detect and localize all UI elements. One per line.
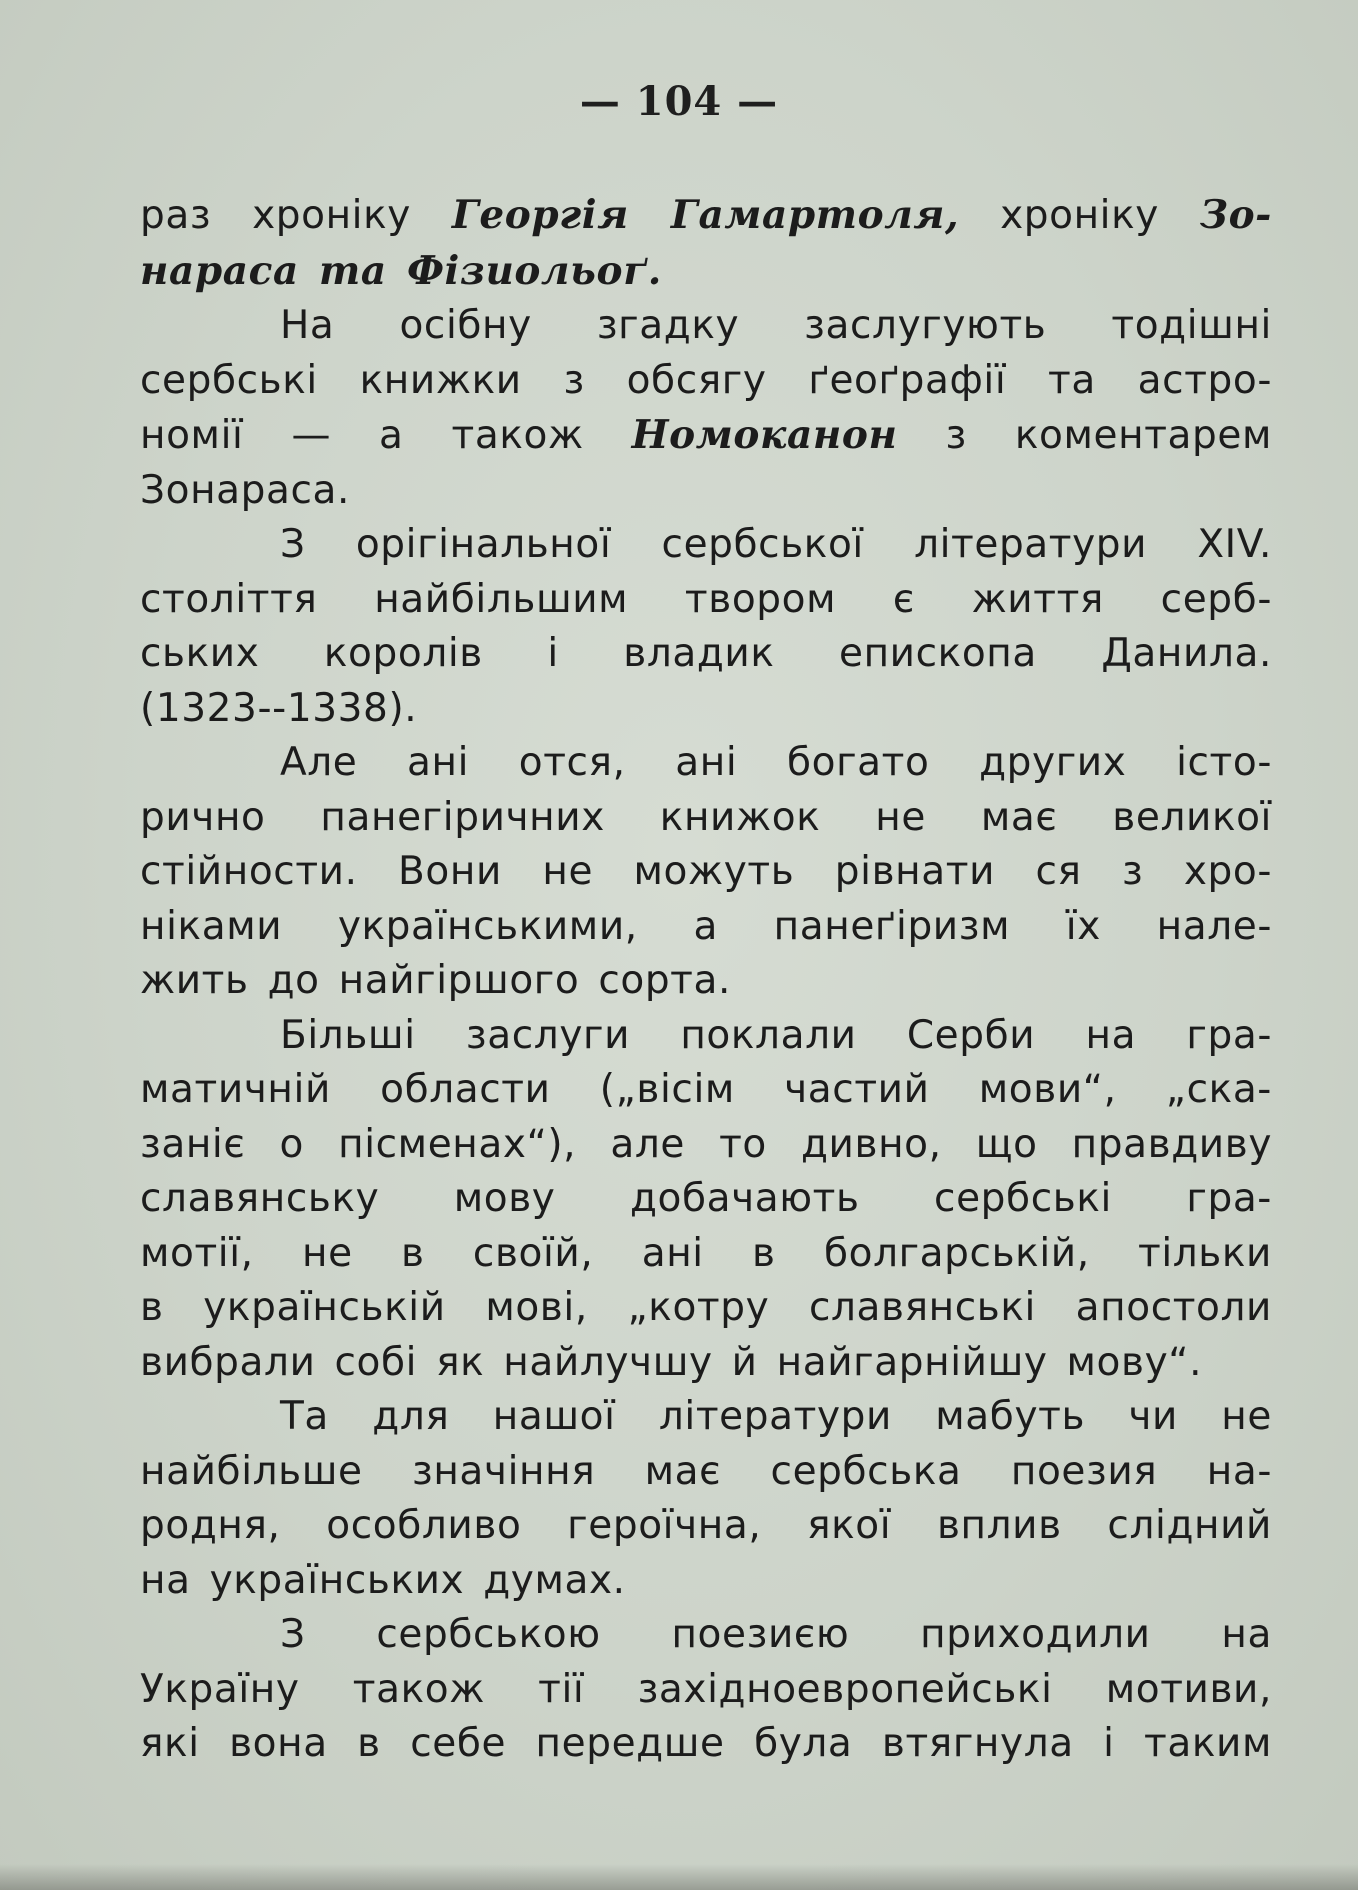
text-run: родня, особливо героїчна, якої вплив слідний [140,1503,1272,1548]
text-line [140,518,1272,573]
text-line [140,573,1272,628]
text-run: Україну також тії західноевропейські мотиви, [140,1666,1272,1712]
text-line [140,1663,1272,1718]
text-run: ських королів і владик епископа Данила. [140,631,1272,676]
text-line [140,1281,1272,1336]
text-run: З сербською поезиєю приходили на [280,1612,1272,1657]
text-line [140,1118,1272,1173]
text-run: найбільше значіння має сербська поезия на- [140,1448,1272,1494]
text-run: Зонараса. [140,467,351,513]
text-run: жить до найгіршого сорта. [140,958,731,1003]
text-line [140,682,1272,737]
text-line [140,354,1272,409]
text-run: номії — а також [140,413,632,458]
paragraph [140,1009,1272,1391]
text-run: раз хроніку [140,193,452,238]
text-line [140,408,1272,464]
text-run: на українських думах. [140,1557,626,1603]
text-line [140,188,1272,244]
text-run: заніє о пісменах“), але то дивно, що правдиву [140,1121,1272,1167]
text-run: які вона в себе передше була втягнула і таким [140,1721,1272,1766]
text-line [140,299,1272,354]
text-line [140,1554,1272,1609]
text-line [140,1499,1272,1554]
text-line [140,1390,1272,1445]
text-run: (1323--1338). [140,685,418,731]
page-number: — 104 — [579,78,779,125]
text-run: століття найбільшим твором є життя серб- [140,576,1272,622]
text-line [140,1717,1272,1772]
text-line [140,900,1272,955]
text-line [140,1063,1272,1118]
text-run: з коментарем [897,413,1272,458]
text-run: стійности. Вони не можуть рівнати ся з хро- [140,849,1272,894]
text-run: Більші заслуги поклали Серби на гра- [280,1012,1272,1058]
paragraph [140,1390,1272,1608]
paragraph [140,188,1272,299]
text-line [140,1227,1272,1282]
text-run: Та для нашої літератури мабуть чи не [280,1394,1272,1439]
text-line [140,845,1272,900]
text-line [140,1336,1272,1391]
text-line [140,954,1272,1009]
italic-text: Номоканон [631,412,898,458]
text-run: рично панегіричних книжок не має великої [140,794,1272,840]
paragraph [140,518,1272,736]
text-run: хроніку [959,193,1200,238]
text-line [140,1172,1272,1227]
text-line [140,464,1272,519]
text-run: в українській мові, „котру славянські апостоли [140,1285,1272,1330]
text-line [140,1445,1272,1500]
text-run: мотії, не в своїй, ані в болгарській, тільки [140,1230,1272,1276]
text-run: З орігінальної сербської літератури XIV. [280,522,1272,567]
paragraph [140,736,1272,1009]
italic-text: Зо- [1199,192,1272,238]
text-run: ніками українськими, а панеґіризм їх нале- [140,903,1272,949]
page-bottom-edge [0,1864,1358,1890]
italic-text: нараса та Фізиольоґ. [140,247,662,294]
text-run: Але ані отся, ані богато других істо- [280,740,1272,785]
paragraph [140,299,1272,518]
text-run: сербські книжки з обсягу ґеоґрафії та астро- [140,357,1272,403]
text-line [140,791,1272,846]
text-run: славянську мову добачають сербські гра- [140,1176,1272,1221]
text-line [140,627,1272,682]
body-text [140,188,1272,1772]
text-line [140,244,1272,300]
text-run: вибрали собі як найлучшу й найгарнійшу мову“. [140,1339,1203,1385]
paragraph [140,1608,1272,1772]
text-line [140,736,1272,791]
text-run: На осібну згадку заслугують тодішні [280,303,1272,348]
text-line [140,1009,1272,1064]
text-line [140,1608,1272,1663]
text-run: матичній области („вісім частий мови“, „ска- [140,1067,1272,1112]
italic-text: Георгія Гамартоля, [451,192,960,238]
